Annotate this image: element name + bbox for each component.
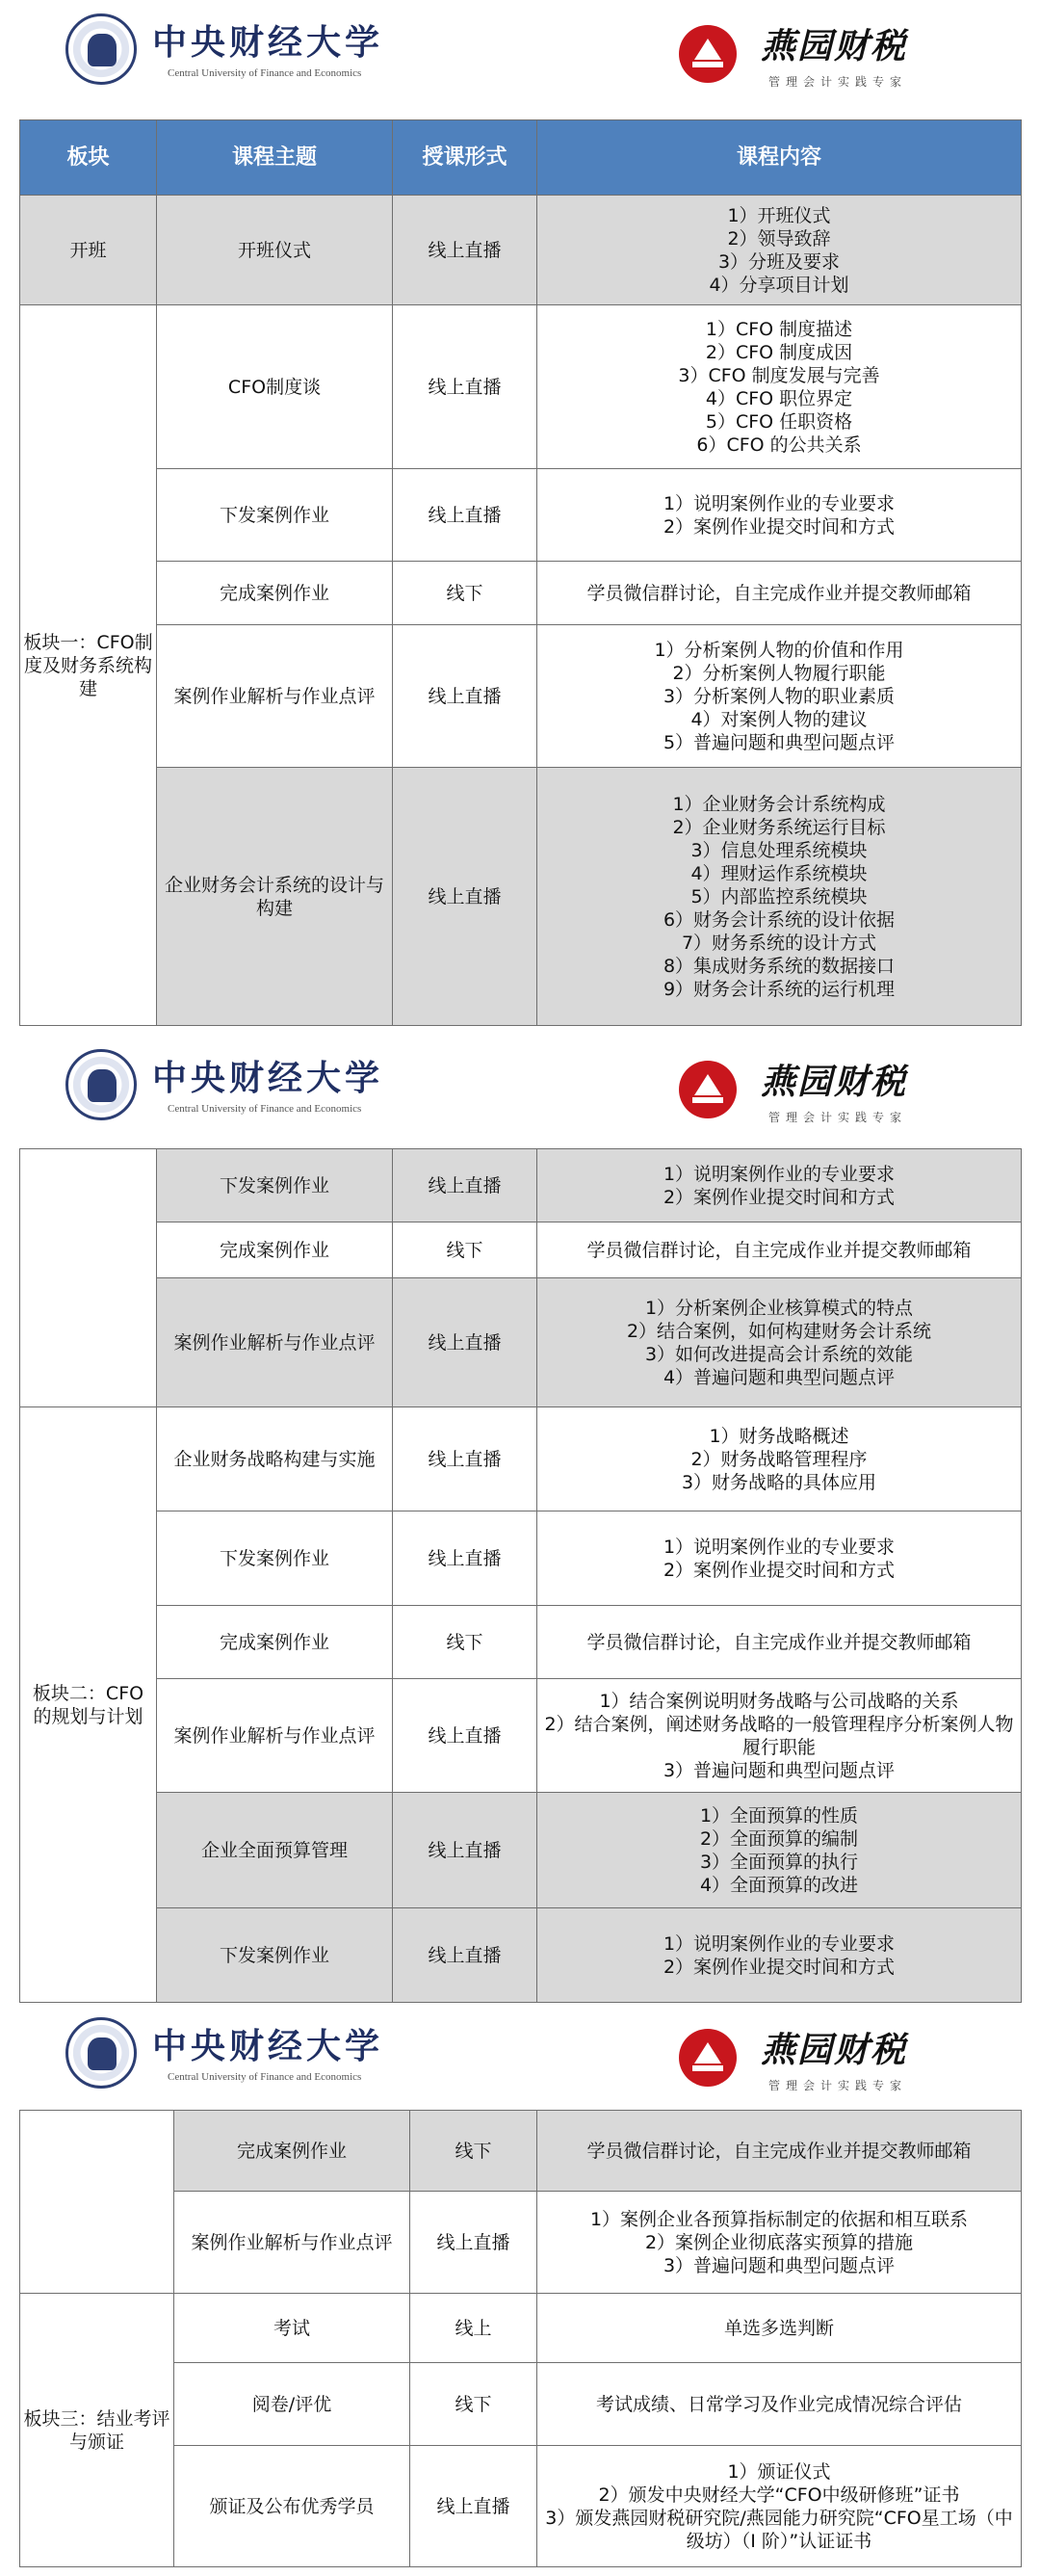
form-cell: 线下 bbox=[410, 2363, 537, 2446]
content-line: 3）分析案例人物的职业素质 bbox=[663, 685, 896, 707]
yanyuan-name: 燕园财税 bbox=[761, 26, 908, 66]
content-cell bbox=[537, 2294, 1022, 2363]
cufe-english-name: Central University of Finance and Economics bbox=[168, 1103, 362, 1115]
content-line: 1）分析案例企业核算模式的特点 bbox=[644, 1297, 914, 1319]
table-row bbox=[20, 1222, 1022, 1278]
content-cell bbox=[537, 1222, 1022, 1278]
content-line: 2）结合案例，阐述财务战略的一般管理程序分析案例人物履行职能 bbox=[544, 1713, 1014, 1758]
table-row bbox=[20, 1793, 1022, 1908]
content-line: 1）说明案例作业的专业要求 bbox=[663, 492, 896, 514]
content-cell bbox=[537, 196, 1022, 305]
topic-cell: 下发案例作业 bbox=[157, 469, 393, 562]
content-cell bbox=[537, 1793, 1022, 1908]
form-cell: 线上直播 bbox=[393, 1679, 537, 1793]
content-line: 4）对案例人物的建议 bbox=[690, 708, 868, 730]
form-cell: 线下 bbox=[393, 1606, 537, 1679]
form-cell: 线下 bbox=[393, 562, 537, 625]
content-line: 9）财务会计系统的运行机理 bbox=[663, 978, 896, 1000]
form-cell: 线上直播 bbox=[393, 1149, 537, 1222]
table-row bbox=[20, 768, 1022, 1026]
content-line: 5）内部监控系统模块 bbox=[690, 885, 868, 907]
table-row bbox=[20, 469, 1022, 562]
table-row bbox=[20, 196, 1022, 305]
header-form: 授课形式 bbox=[393, 120, 537, 196]
content-line: 5）CFO 任职资格 bbox=[705, 410, 853, 433]
topic-cell: 完成案例作业 bbox=[157, 1222, 393, 1278]
content-line: 2）财务战略管理程序 bbox=[690, 1448, 868, 1470]
page-header-1 bbox=[0, 0, 1040, 106]
topic-cell: 阅卷/评优 bbox=[174, 2363, 410, 2446]
content-line: 4）普遍问题和典型问题点评 bbox=[663, 1366, 896, 1388]
content-line: 2）颁发中央财经大学“CFO中级研修班”证书 bbox=[598, 2484, 960, 2506]
yanyuan-logo-icon bbox=[679, 25, 737, 83]
content-line: 2）全面预算的编制 bbox=[699, 1827, 859, 1850]
form-cell: 线下 bbox=[410, 2111, 537, 2192]
content-cell bbox=[537, 1679, 1022, 1793]
content-line: 1）结合案例说明财务战略与公司战略的关系 bbox=[599, 1690, 959, 1712]
content-cell bbox=[537, 2446, 1022, 2567]
yanyuan-slogan: 管理会计实践专家 bbox=[768, 1111, 908, 1124]
content-line: 学员微信群讨论，自主完成作业并提交教师邮箱 bbox=[586, 1239, 972, 1261]
yanyuan-name: 燕园财税 bbox=[761, 1062, 908, 1102]
content-line: 4）CFO 职位界定 bbox=[705, 387, 853, 409]
topic-cell: 企业财务会计系统的设计与构建 bbox=[157, 768, 393, 1026]
content-line: 3）信息处理系统模块 bbox=[690, 839, 868, 861]
cufe-english-name: Central University of Finance and Economics bbox=[168, 2071, 362, 2083]
content-line: 3）财务战略的具体应用 bbox=[681, 1471, 877, 1493]
table-row bbox=[20, 1679, 1022, 1793]
content-cell bbox=[537, 1606, 1022, 1679]
content-cell bbox=[537, 2192, 1022, 2294]
cufe-seal-icon bbox=[65, 2017, 137, 2089]
yanyuan-logo-icon bbox=[679, 1061, 737, 1118]
topic-cell: 案例作业解析与作业点评 bbox=[157, 625, 393, 768]
form-cell: 线上 bbox=[410, 2294, 537, 2363]
topic-cell: 完成案例作业 bbox=[174, 2111, 410, 2192]
module-cell: 板块一：CFO制度及财务系统构建 bbox=[20, 305, 157, 1026]
content-cell bbox=[537, 1149, 1022, 1222]
module-cell-continued bbox=[20, 1149, 157, 1407]
page-header-3 bbox=[0, 2004, 1040, 2110]
form-cell: 线上直播 bbox=[393, 305, 537, 469]
content-cell bbox=[537, 2111, 1022, 2192]
content-cell bbox=[537, 1511, 1022, 1606]
content-line: 学员微信群讨论，自主完成作业并提交教师邮箱 bbox=[586, 582, 972, 604]
topic-cell: 下发案例作业 bbox=[157, 1511, 393, 1606]
content-line: 1）CFO 制度描述 bbox=[705, 318, 853, 340]
topic-cell: 下发案例作业 bbox=[157, 1908, 393, 2003]
content-line: 1）全面预算的性质 bbox=[699, 1804, 859, 1827]
header-topic: 课程主题 bbox=[157, 120, 393, 196]
table-row bbox=[20, 1511, 1022, 1606]
content-line: 3）全面预算的执行 bbox=[699, 1851, 859, 1873]
content-line: 3）CFO 制度发展与完善 bbox=[678, 364, 880, 386]
course-table-3 bbox=[19, 2110, 1022, 2567]
form-cell: 线上直播 bbox=[393, 1908, 537, 2003]
yanyuan-name: 燕园财税 bbox=[761, 2030, 908, 2070]
form-cell: 线上直播 bbox=[393, 469, 537, 562]
content-line: 7）财务系统的设计方式 bbox=[681, 932, 877, 954]
content-line: 1）分析案例人物的价值和作用 bbox=[654, 639, 904, 661]
table-row bbox=[20, 1908, 1022, 2003]
cufe-english-name: Central University of Finance and Economics bbox=[168, 67, 362, 79]
course-table-2 bbox=[19, 1148, 1022, 2003]
form-cell: 线上直播 bbox=[410, 2446, 537, 2567]
table-row bbox=[20, 2111, 1022, 2192]
content-cell bbox=[537, 1908, 1022, 2003]
cufe-name: 中央财经大学 bbox=[152, 22, 384, 63]
topic-cell: 完成案例作业 bbox=[157, 562, 393, 625]
topic-cell: 企业全面预算管理 bbox=[157, 1793, 393, 1908]
content-line: 考试成绩、日常学习及作业完成情况综合评估 bbox=[595, 2393, 962, 2415]
cufe-name: 中央财经大学 bbox=[152, 1058, 384, 1098]
form-cell: 线上直播 bbox=[393, 1278, 537, 1407]
yanyuan-logo-icon bbox=[679, 2029, 737, 2087]
content-line: 4）分享项目计划 bbox=[709, 274, 849, 296]
module-cell-continued bbox=[20, 2111, 174, 2294]
content-line: 2）结合案例，如何构建财务会计系统 bbox=[626, 1320, 932, 1342]
content-line: 1）企业财务会计系统构成 bbox=[672, 793, 886, 815]
content-line: 学员微信群讨论，自主完成作业并提交教师邮箱 bbox=[586, 1631, 972, 1653]
cufe-seal-icon bbox=[65, 13, 137, 85]
content-line: 2）案例作业提交时间和方式 bbox=[663, 1186, 896, 1208]
module-cell: 开班 bbox=[20, 196, 157, 305]
cufe-seal-icon bbox=[65, 1049, 137, 1120]
form-cell: 线上直播 bbox=[393, 625, 537, 768]
content-cell bbox=[537, 625, 1022, 768]
content-cell bbox=[537, 1278, 1022, 1407]
table-row bbox=[20, 2294, 1022, 2363]
yanyuan-slogan: 管理会计实践专家 bbox=[768, 2079, 908, 2092]
table-row bbox=[20, 625, 1022, 768]
content-line: 4）理财运作系统模块 bbox=[690, 862, 868, 884]
content-line: 8）集成财务系统的数据接口 bbox=[663, 955, 896, 977]
content-line: 1）说明案例作业的专业要求 bbox=[663, 1932, 896, 1955]
topic-cell: 下发案例作业 bbox=[157, 1149, 393, 1222]
content-line: 1）财务战略概述 bbox=[709, 1425, 849, 1447]
content-line: 1）案例企业各预算指标制定的依据和相互联系 bbox=[589, 2208, 969, 2230]
topic-cell: 企业财务战略构建与实施 bbox=[157, 1407, 393, 1511]
yanyuan-slogan: 管理会计实践专家 bbox=[768, 75, 908, 89]
content-cell bbox=[537, 2363, 1022, 2446]
content-line: 3）如何改进提高会计系统的效能 bbox=[644, 1343, 914, 1365]
topic-cell: CFO制度谈 bbox=[157, 305, 393, 469]
content-line: 2）企业财务系统运行目标 bbox=[672, 816, 886, 838]
table-row bbox=[20, 1149, 1022, 1222]
content-line: 6）财务会计系统的设计依据 bbox=[663, 908, 896, 931]
content-line: 2）分析案例人物履行职能 bbox=[672, 662, 886, 684]
content-line: 2）案例作业提交时间和方式 bbox=[663, 515, 896, 538]
content-line: 1）说明案例作业的专业要求 bbox=[663, 1163, 896, 1185]
table-row bbox=[20, 305, 1022, 469]
topic-cell: 案例作业解析与作业点评 bbox=[174, 2192, 410, 2294]
content-line: 1）开班仪式 bbox=[727, 204, 831, 226]
topic-cell: 颁证及公布优秀学员 bbox=[174, 2446, 410, 2567]
content-line: 3）普遍问题和典型问题点评 bbox=[663, 2254, 896, 2276]
topic-cell: 案例作业解析与作业点评 bbox=[157, 1278, 393, 1407]
content-cell bbox=[537, 562, 1022, 625]
content-line: 3）普遍问题和典型问题点评 bbox=[663, 1759, 896, 1781]
module-cell: 板块三：结业考评与颁证 bbox=[20, 2294, 174, 2567]
topic-cell: 开班仪式 bbox=[157, 196, 393, 305]
table-row bbox=[20, 1606, 1022, 1679]
content-line: 2）CFO 制度成因 bbox=[705, 341, 853, 363]
form-cell: 线上直播 bbox=[393, 768, 537, 1026]
form-cell: 线上直播 bbox=[410, 2192, 537, 2294]
content-line: 1）颁证仪式 bbox=[727, 2460, 831, 2483]
content-line: 1）说明案例作业的专业要求 bbox=[663, 1536, 896, 1558]
cufe-name: 中央财经大学 bbox=[152, 2026, 384, 2066]
module-cell: 板块二：CFO 的规划与计划 bbox=[20, 1407, 157, 2003]
content-line: 5）普遍问题和典型问题点评 bbox=[663, 731, 896, 753]
content-line: 2）领导致辞 bbox=[727, 227, 831, 250]
form-cell: 线上直播 bbox=[393, 1407, 537, 1511]
topic-cell: 案例作业解析与作业点评 bbox=[157, 1679, 393, 1793]
page-header-2 bbox=[0, 1036, 1040, 1142]
form-cell: 线上直播 bbox=[393, 1793, 537, 1908]
content-line: 3）分班及要求 bbox=[717, 250, 841, 273]
form-cell: 线上直播 bbox=[393, 196, 537, 305]
topic-cell: 完成案例作业 bbox=[157, 1606, 393, 1679]
table-row bbox=[20, 1407, 1022, 1511]
table-row bbox=[20, 1278, 1022, 1407]
content-cell bbox=[537, 305, 1022, 469]
content-cell bbox=[537, 1407, 1022, 1511]
content-line: 3）颁发燕园财税研究院/燕园能力研究院“CFO星工场（中级坊）（I 阶）”认证证书 bbox=[545, 2507, 1013, 2552]
content-line: 6）CFO 的公共关系 bbox=[696, 434, 862, 456]
form-cell: 线上直播 bbox=[393, 1511, 537, 1606]
header-content: 课程内容 bbox=[537, 120, 1022, 196]
topic-cell: 考试 bbox=[174, 2294, 410, 2363]
header-module: 板块 bbox=[20, 120, 157, 196]
form-cell: 线下 bbox=[393, 1222, 537, 1278]
table-row bbox=[20, 562, 1022, 625]
content-cell bbox=[537, 469, 1022, 562]
content-line: 2）案例作业提交时间和方式 bbox=[663, 1559, 896, 1581]
content-line: 单选多选判断 bbox=[723, 2317, 834, 2339]
content-line: 学员微信群讨论，自主完成作业并提交教师邮箱 bbox=[586, 2140, 972, 2162]
course-table-1 bbox=[19, 119, 1022, 1026]
content-cell bbox=[537, 768, 1022, 1026]
content-line: 4）全面预算的改进 bbox=[699, 1874, 859, 1896]
content-line: 2）案例企业彻底落实预算的措施 bbox=[644, 2231, 914, 2253]
content-line: 2）案例作业提交时间和方式 bbox=[663, 1956, 896, 1978]
